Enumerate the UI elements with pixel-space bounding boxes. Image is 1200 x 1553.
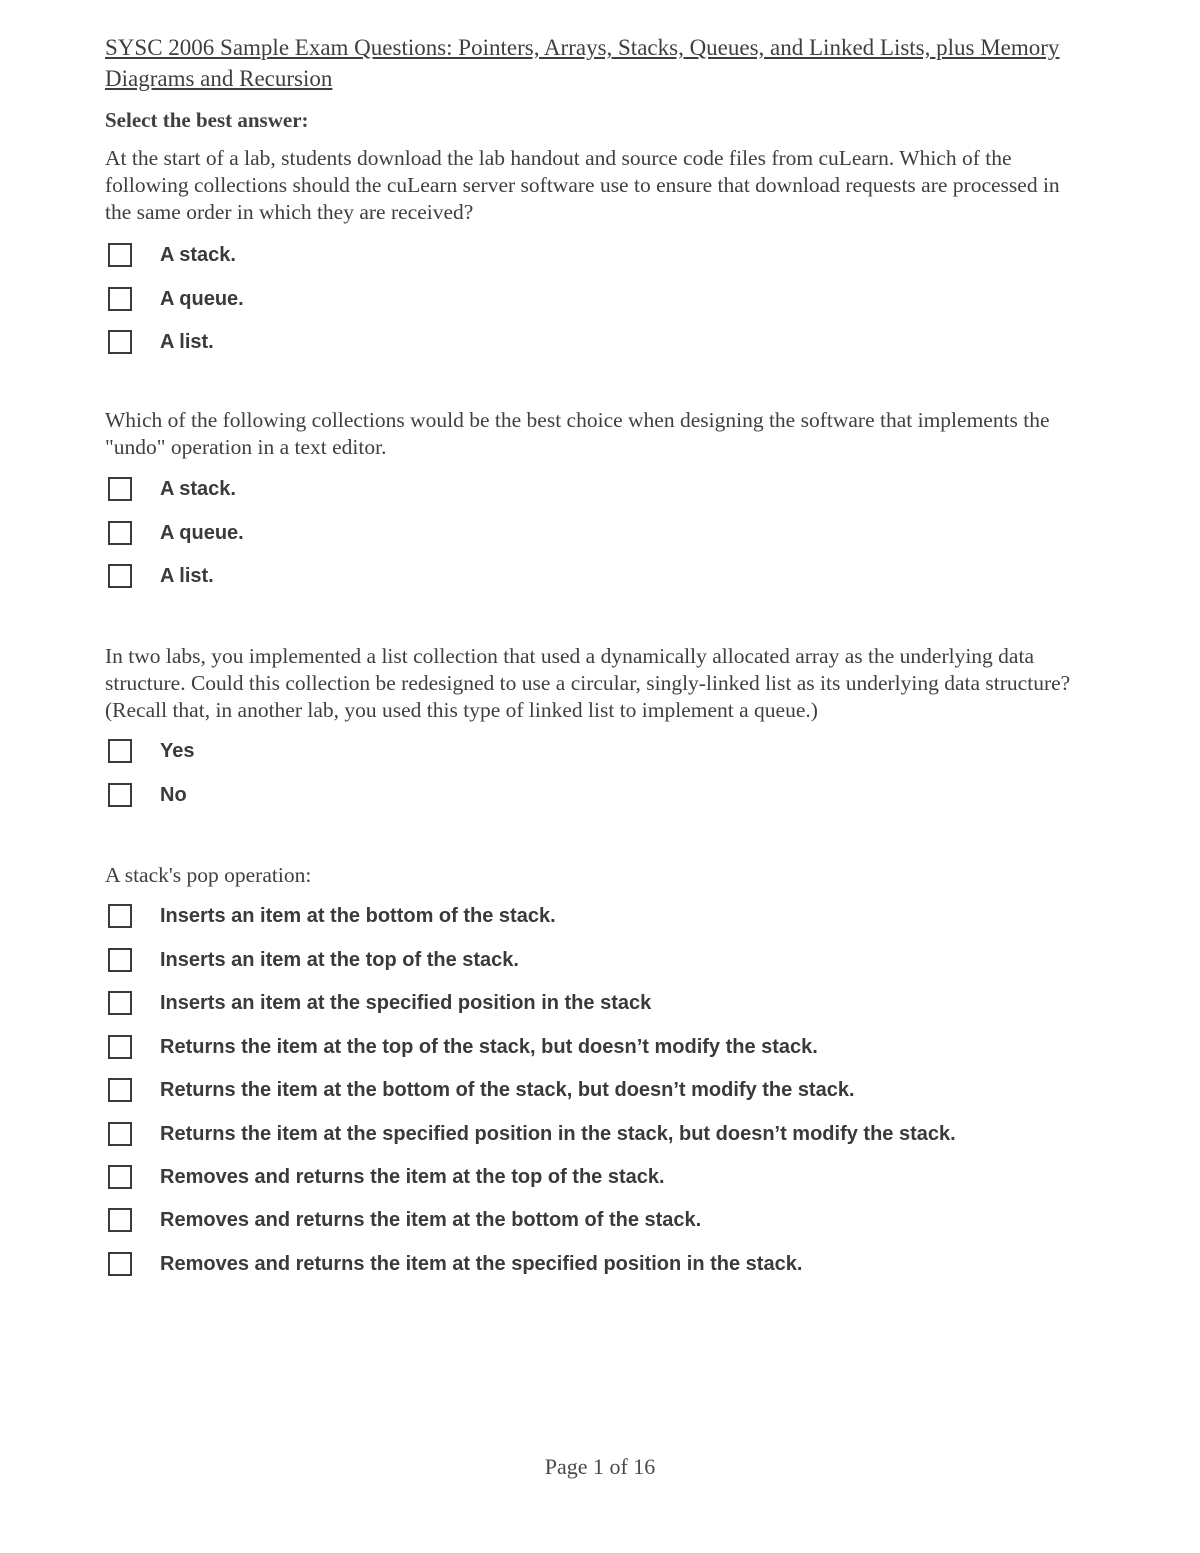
option-label: Removes and returns the item at the top of the stack.	[160, 1165, 665, 1188]
question-4-option-7[interactable]	[108, 1162, 665, 1192]
option-label: A queue.	[160, 521, 244, 544]
checkbox[interactable]	[108, 783, 132, 807]
option-label: Inserts an item at the bottom of the stack.	[160, 904, 556, 927]
checkbox[interactable]	[108, 948, 132, 972]
option-label: Returns the item at the bottom of the stack, but doesn’t modify the stack.	[160, 1078, 855, 1101]
question-1-option-1[interactable]	[108, 240, 236, 270]
checkbox[interactable]	[108, 564, 132, 588]
question-2-option-2[interactable]	[108, 518, 244, 548]
question-4-option-6[interactable]	[108, 1119, 956, 1149]
question-3-text: In two labs, you implemented a list collection that used a dynamically allocated array as the underlying data structure. Could this collection be redesigned to use a circular, singly-linked list as its underlying data structure? (Recall that, in another lab, you used this type of linked list to implement a queue.)	[105, 644, 1071, 722]
checkbox[interactable]	[108, 243, 132, 267]
option-label: A queue.	[160, 287, 244, 310]
question-1-text: At the start of a lab, students download the lab handout and source code files from cuLearn. Which of the following collections should the cuLearn server software use to ensure that download requests are processed in the same order in which they are received?	[105, 146, 1060, 224]
checkbox[interactable]	[108, 1035, 132, 1059]
question-3-option-2[interactable]	[108, 780, 187, 810]
instruction-heading: Select the best answer:	[105, 108, 309, 132]
checkbox[interactable]	[108, 1165, 132, 1189]
checkbox[interactable]	[108, 1208, 132, 1232]
option-label: A list.	[160, 330, 214, 353]
option-label: Yes	[160, 739, 195, 762]
question-4-option-4[interactable]	[108, 1032, 818, 1062]
checkbox[interactable]	[108, 1078, 132, 1102]
checkbox[interactable]	[108, 1252, 132, 1276]
question-4-option-8[interactable]	[108, 1205, 701, 1235]
question-4-option-3[interactable]	[108, 988, 651, 1018]
page-number: Page 1 of 16	[544, 1454, 656, 1479]
checkbox[interactable]	[108, 991, 132, 1015]
question-4-option-1[interactable]	[108, 901, 556, 931]
option-label: No	[160, 783, 187, 806]
question-2-option-1[interactable]	[108, 474, 236, 504]
option-label: Removes and returns the item at the specified position in the stack.	[160, 1252, 803, 1275]
option-label: A stack.	[160, 477, 236, 500]
option-label: Inserts an item at the specified position in the stack	[160, 991, 652, 1014]
question-1-option-3[interactable]	[108, 327, 214, 357]
question-4-option-9[interactable]	[108, 1249, 802, 1279]
question-4-text: A stack's pop operation:	[105, 863, 312, 887]
question-2-text: Which of the following collections would be the best choice when designing the software that implements the "undo" operation in a text editor.	[105, 408, 1050, 459]
checkbox[interactable]	[108, 521, 132, 545]
option-label: A list.	[160, 564, 214, 587]
option-label: Removes and returns the item at the bottom of the stack.	[160, 1208, 702, 1231]
question-3-option-1[interactable]	[108, 736, 194, 766]
checkbox[interactable]	[108, 1122, 132, 1146]
option-label: Returns the item at the top of the stack, but doesn’t modify the stack.	[160, 1035, 818, 1058]
question-1-option-2[interactable]	[108, 284, 244, 314]
checkbox[interactable]	[108, 739, 132, 763]
option-label: A stack.	[160, 243, 236, 266]
checkbox[interactable]	[108, 330, 132, 354]
question-4-option-2[interactable]	[108, 945, 519, 975]
checkbox[interactable]	[108, 904, 132, 928]
option-label: Inserts an item at the top of the stack.	[160, 948, 519, 971]
checkbox[interactable]	[108, 287, 132, 311]
page-title: SYSC 2006 Sample Exam Questions: Pointers, Arrays, Stacks, Queues, and Linked Lists, plus Memory Diagrams and Recursion	[105, 35, 1060, 91]
question-4-option-5[interactable]	[108, 1075, 855, 1105]
question-2-option-3[interactable]	[108, 561, 214, 591]
checkbox[interactable]	[108, 477, 132, 501]
option-label: Returns the item at the specified position in the stack, but doesn’t modify the stack.	[160, 1122, 956, 1145]
